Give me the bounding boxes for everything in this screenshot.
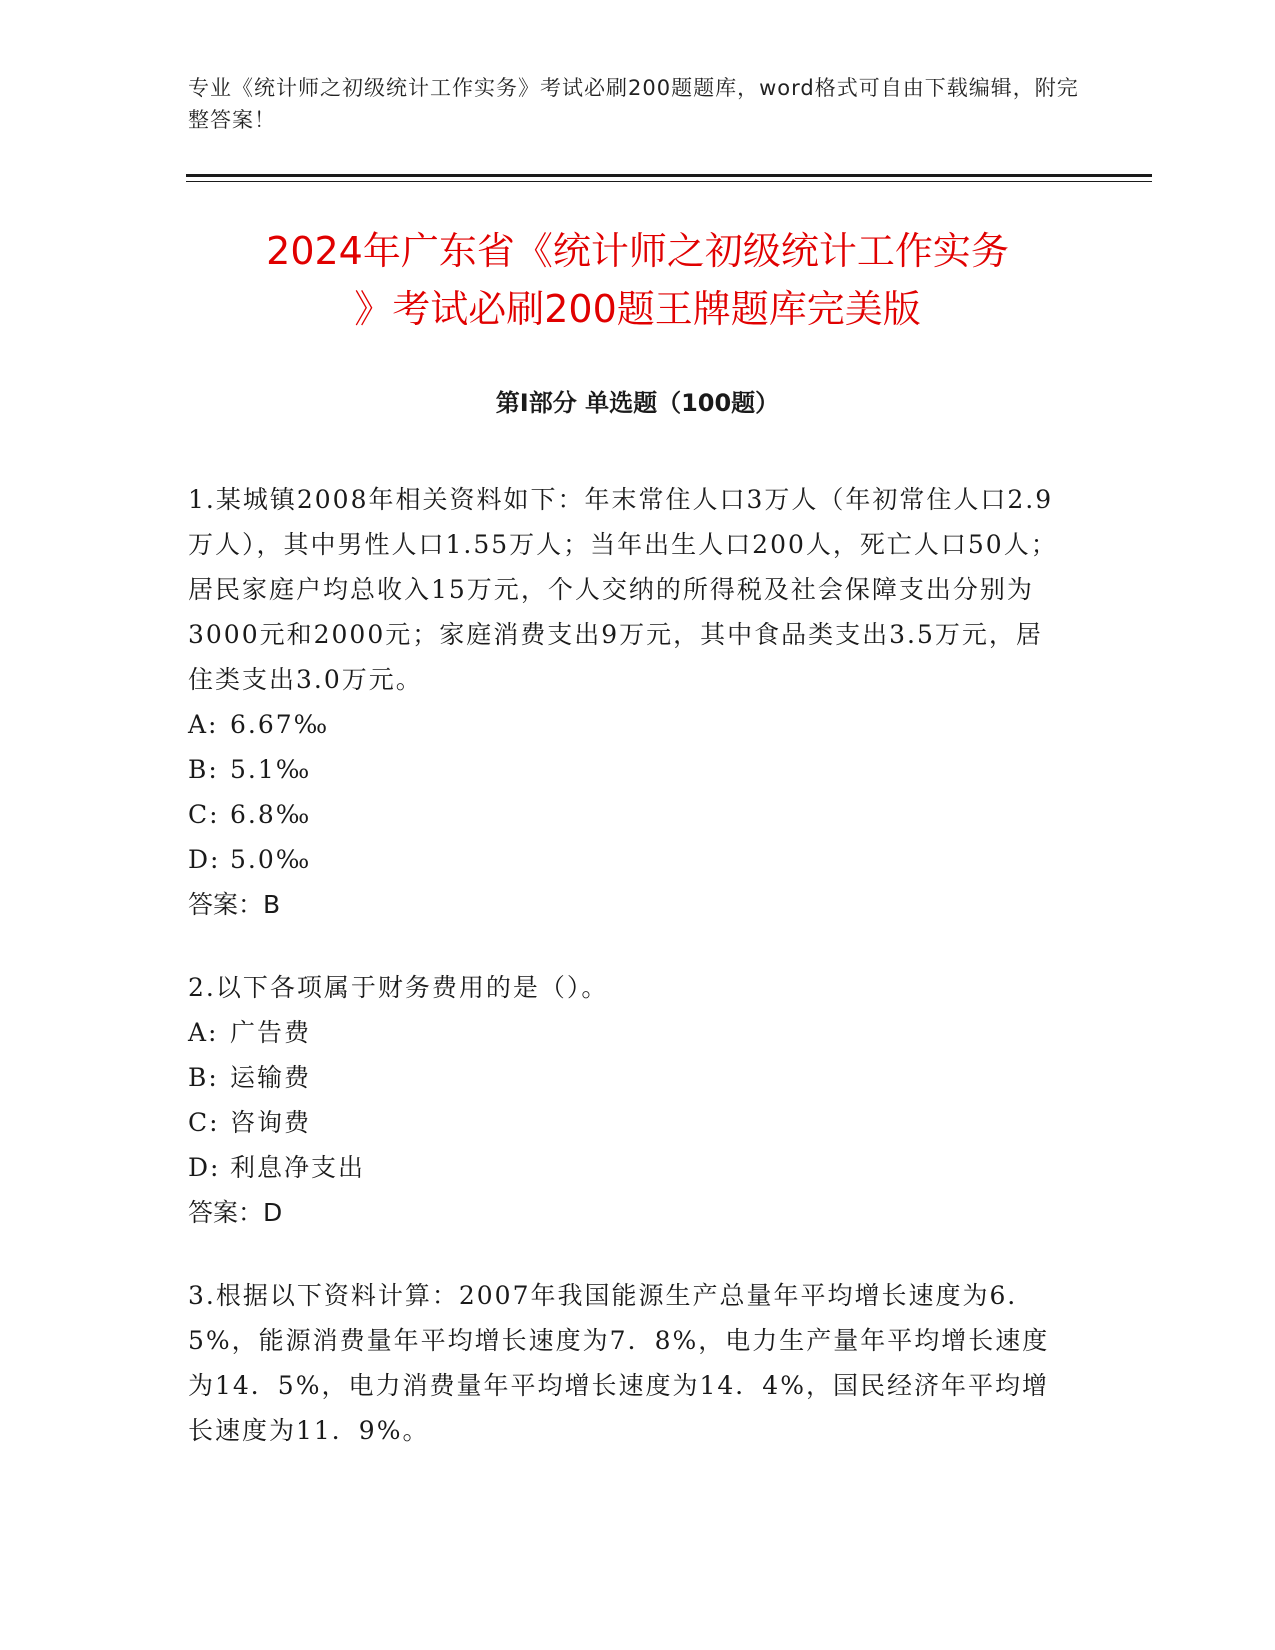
header-divider-thick: [186, 174, 1152, 177]
option-d: [188, 1145, 1068, 1190]
option-text: 咨询费: [230, 1108, 312, 1137]
option-letter: C:: [188, 1108, 220, 1137]
option-c: [188, 1100, 1068, 1145]
option-a: [188, 702, 1068, 747]
answer-label: 答案：B: [188, 890, 281, 919]
header-note: 专业《统计师之初级统计工作实务》考试必刷200题题库，word格式可自由下载编辑，附完整答案！: [188, 76, 1079, 132]
question-stem: 1.某城镇2008年相关资料如下：年末常住人口3万人（年初常住人口2.9万人），其中男性人口1.55万人；当年出生人口200人，死亡人口50人；居民家庭户均总收入15万元，个人交纳的所得税及社会保障支出分别为3000元和2000元；家庭消费支出9万元，其中食品类支出3.5万元，居住类支出3.0万元。: [188, 485, 1058, 694]
option-text: 6.67‰: [230, 710, 330, 739]
question-3: [188, 1273, 1068, 1453]
option-text: 广告费: [230, 1018, 312, 1047]
option-text: 6.8‰: [230, 800, 312, 829]
option-letter: A:: [188, 1018, 219, 1047]
question-list: [188, 477, 1068, 1491]
option-text: 利息净支出: [230, 1153, 366, 1182]
option-letter: A:: [188, 710, 219, 739]
option-a: [188, 1010, 1068, 1055]
section-heading: 第Ⅰ部分 单选题（100题）: [495, 389, 780, 417]
option-letter: B:: [188, 1063, 219, 1092]
option-text: 5.0‰: [230, 845, 312, 874]
option-b: [188, 1055, 1068, 1100]
header-divider-thin: [186, 181, 1152, 182]
option-d: [188, 837, 1068, 882]
question-1: [188, 477, 1068, 927]
document-title: [150, 222, 1125, 338]
title-line-1: 2024年广东省《统计师之初级统计工作实务: [266, 229, 1009, 273]
option-letter: B:: [188, 755, 219, 784]
option-letter: D:: [188, 845, 221, 874]
option-letter: C:: [188, 800, 220, 829]
option-text: 5.1‰: [230, 755, 312, 784]
option-letter: D:: [188, 1153, 221, 1182]
answer-label: 答案：D: [188, 1198, 283, 1227]
question-stem: 2.以下各项属于财务费用的是（）。: [188, 973, 609, 1002]
question-stem: 3.根据以下资料计算：2007年我国能源生产总量年平均增长速度为6．5%，能源消费量年平均增长速度为7．8%，电力生产量年平均增长速度为14．5%，电力消费量年平均增长速度为14．4%，国民经济年平均增长速度为11．9%。: [188, 1281, 1050, 1445]
option-b: [188, 747, 1068, 792]
question-2: [188, 965, 1068, 1235]
option-text: 运输费: [230, 1063, 312, 1092]
title-line-2: 》考试必刷200题王牌题库完美版: [354, 287, 921, 331]
option-c: [188, 792, 1068, 837]
